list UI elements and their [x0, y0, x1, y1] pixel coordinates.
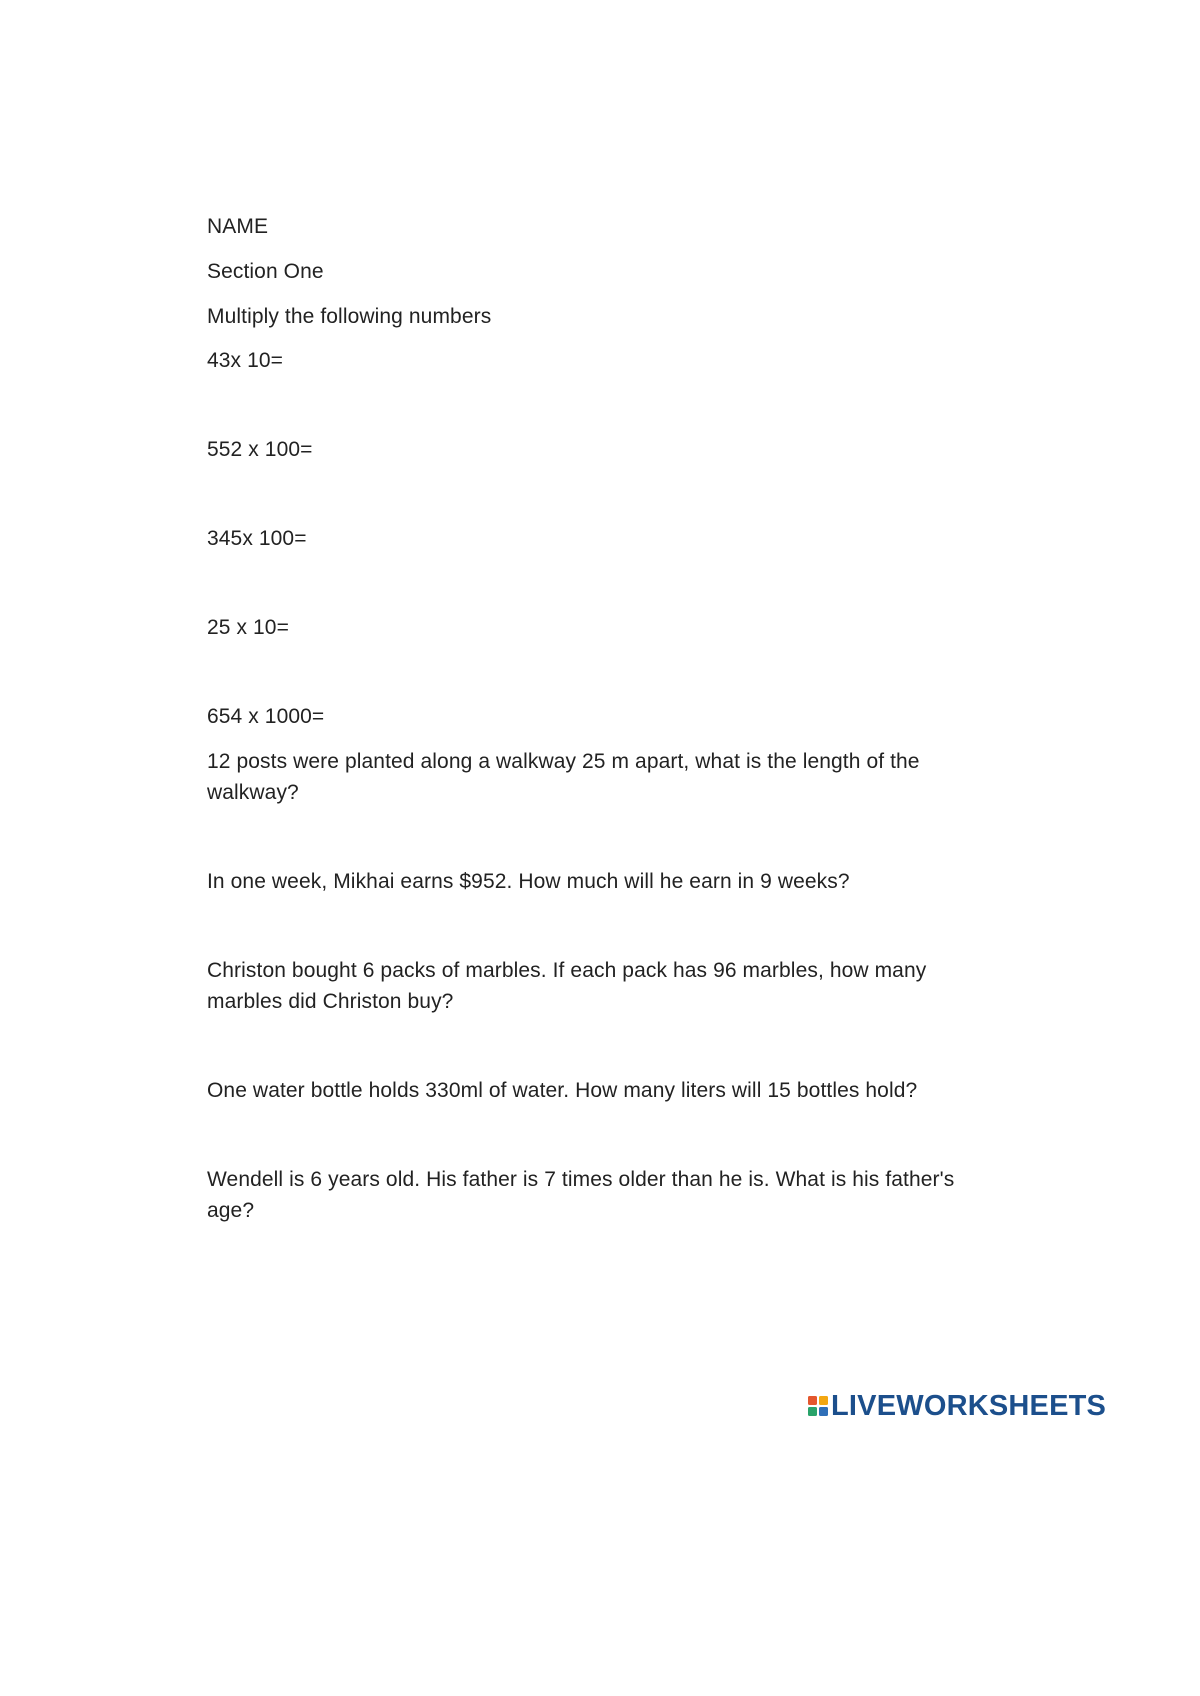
section-title: Section One	[207, 260, 324, 283]
liveworksheets-logo	[807, 1389, 1106, 1423]
word-problem-1: 12 posts were planted along a walkway 25 m apart, what is the length of the walkway?	[207, 750, 920, 804]
problem-4: 25 x 10=	[207, 616, 289, 639]
logo-text: LIVEWORKSHEETS	[831, 1389, 1107, 1422]
word-problem-5: Wendell is 6 years old. His father is 7 times older than he is. What is his father's age?	[207, 1168, 955, 1222]
problem-5: 654 x 1000=	[207, 705, 325, 728]
word-problem-2: In one week, Mikhai earns $952. How much will he earn in 9 weeks?	[207, 870, 850, 893]
name-label: NAME	[207, 215, 269, 238]
liveworksheets-logo-icon	[807, 1395, 829, 1417]
word-problem-3: Christon bought 6 packs of marbles. If each pack has 96 marbles, how many marbles did Christon buy?	[207, 959, 927, 1013]
instruction-text: Multiply the following numbers	[207, 305, 492, 328]
problem-1: 43x 10=	[207, 349, 284, 372]
word-problem-4: One water bottle holds 330ml of water. How many liters will 15 bottles hold?	[207, 1079, 918, 1102]
problem-3: 345x 100=	[207, 527, 307, 550]
problem-2: 552 x 100=	[207, 438, 313, 461]
